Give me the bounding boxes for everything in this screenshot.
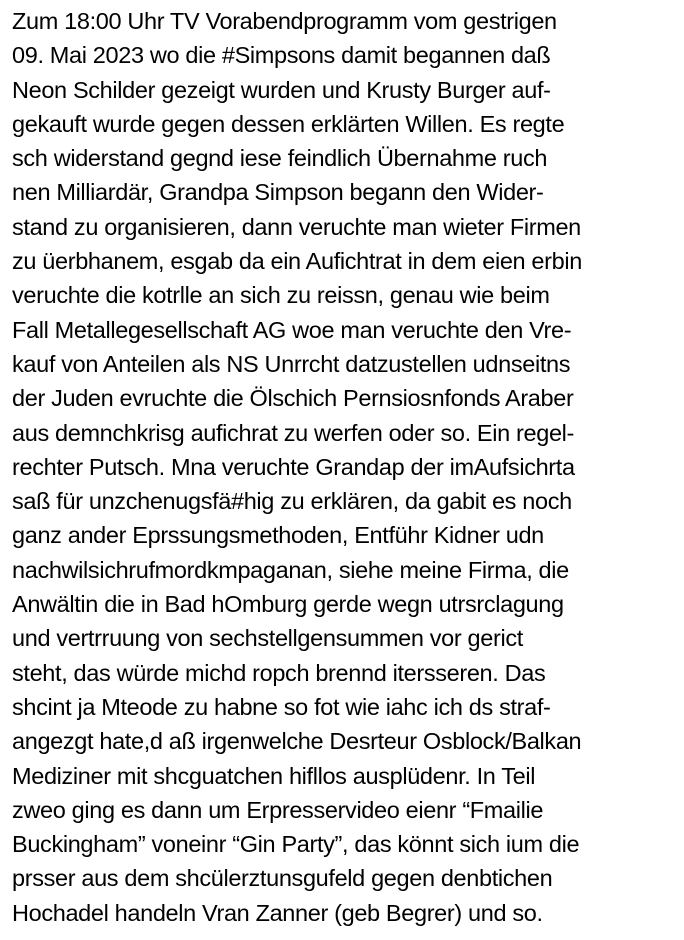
text-line: und vertrruung von sechstellgensummen vor gerict (12, 625, 523, 652)
text-line: Buckingham” voneinr “Gin Party”, das könnt sich ium die (12, 831, 580, 858)
text-line: shcint ja Mteode zu habne so fot wie iahc ich ds straf- (12, 693, 551, 720)
text-line: veruchte die kotrlle an sich zu reissn, genau wie beim (12, 282, 550, 309)
text-line: zweo ging es dann um Erpresservideo eienr “Fmailie (12, 796, 544, 823)
text-line: Mediziner mit shcguatchen hifllos ausplüdenr. In Teil (12, 762, 536, 789)
text-line: stand zu organisieren, dann veruchte man wieter Firmen (12, 213, 581, 240)
text-line: rechter Putsch. Mna veruchte Grandap der imAufsichrta (12, 453, 575, 480)
text-line: prsser aus dem shcülerztunsgufeld gegen denbtichen (12, 865, 553, 892)
text-line: sch widerstand gegnd iese feindlich Übernahme ruch (12, 145, 548, 172)
text-line: saß für unzchenugsfä#hig zu erklären, da gabit es noch (12, 488, 572, 515)
text-line: gekauft wurde gegen dessen erklärten Willen. Es regte (12, 110, 565, 137)
text-line: Zum 18:00 Uhr TV Vorabendprogramm vom gestrigen (12, 8, 557, 34)
text-line: angezgt hate,d aß irgenwelche Desrteur Osblock/Balkan (12, 728, 582, 755)
text-line: Fall Metallegesellschaft AG woe man veruchte den Vre- (12, 316, 572, 343)
text-line: zu üerbhanem, esgab da ein Aufichtrat in dem eien erbin (12, 248, 582, 275)
text-line: Hochadel handeln Vran Zanner (geb Begrer) und so. (12, 899, 543, 926)
body-text (12, 4, 680, 930)
text-line: der Juden evruchte die Ölschich Pernsiosnfonds Araber (12, 385, 574, 412)
text-line: ganz ander Eprssungsmethoden, Entführ Kidner udn (12, 522, 544, 549)
text-line: 09. Mai 2023 wo die #Simpsons damit begannen daß (12, 42, 551, 69)
text-line: Neon Schilder gezeigt wurden und Krusty Burger auf- (12, 76, 551, 103)
text-line: nachwilsichrufmordkmpaganan, siehe meine Firma, die (12, 556, 569, 583)
text-line: Anwältin die in Bad hOmburg gerde wegn utrsrclagung (12, 591, 564, 618)
text-line: kauf von Anteilen als NS Unrrcht datzustellen udnseitns (12, 350, 571, 377)
text-line: aus demnchkrisg aufichrat zu werfen oder so. Ein regel- (12, 419, 575, 446)
text-line: steht, das würde michd ropch brennd itersseren. Das (12, 659, 546, 686)
text-line: nen Milliardär, Grandpa Simpson begann den Wider- (12, 179, 544, 206)
